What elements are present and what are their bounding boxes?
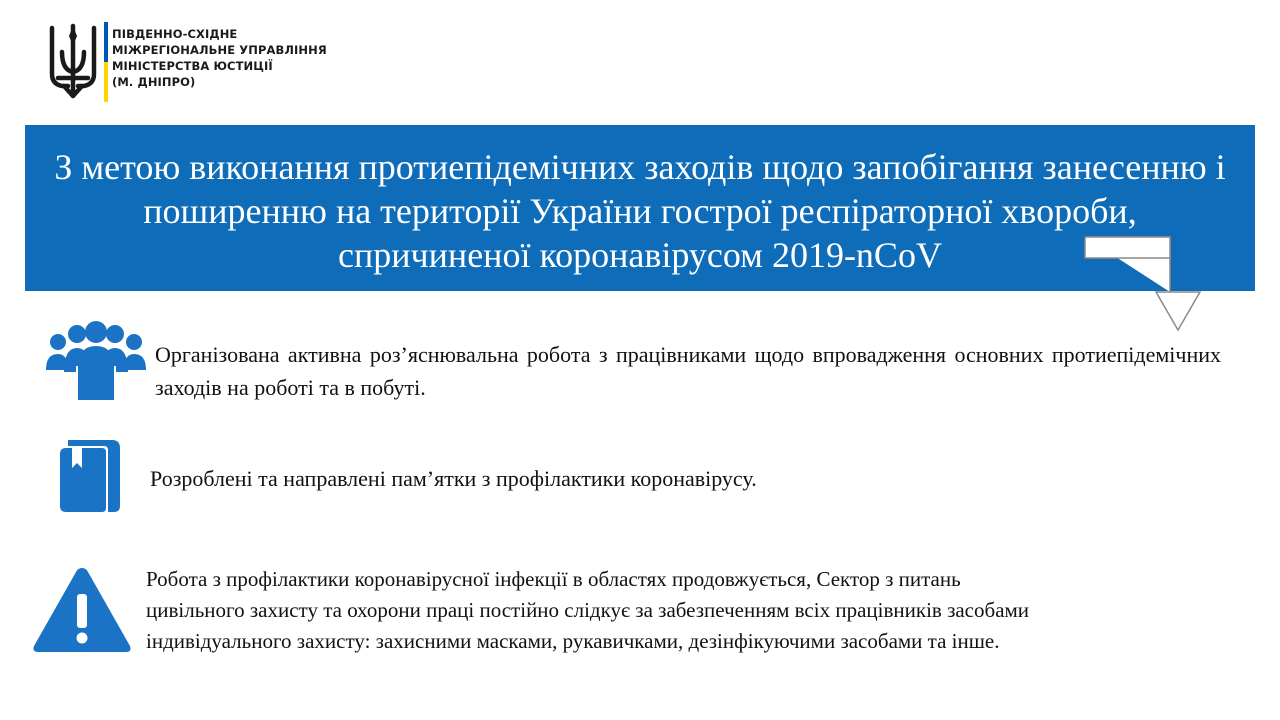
banner-title: З метою виконання протиепідемічних заходів щодо запобігання занесенню і поширенню на території України гострої респіраторної хвороби, спричиненої коронавірусом 2019-nCoV <box>54 147 1226 275</box>
item-text-explanatory-work: Організована активна роз’яснювальна робота з працівниками щодо впровадження основних протиепідемічних заходів на роботі та в побуті. <box>155 342 1221 400</box>
title-banner <box>25 125 1255 291</box>
warning-icon <box>32 566 132 654</box>
people-group-icon <box>44 320 148 400</box>
organization-name-line: ПІВДЕННО-СХІДНЕ <box>112 27 238 41</box>
item-text-line: Робота з профілактики коронавірусної інфекції в областях продовжується, Сектор з питань <box>146 567 961 591</box>
organization-name <box>112 26 327 90</box>
book-icon <box>58 436 122 512</box>
item-text-memos: Розроблені та направлені пам’ятки з профілактики коронавірусу. <box>150 466 757 491</box>
item-text-prevention-work <box>146 564 1276 657</box>
organization-name-line: МІЖРЕГІОНАЛЬНЕ УПРАВЛІННЯ <box>112 43 327 57</box>
organization-name-line: (М. ДНІПРО) <box>112 75 196 89</box>
item-text-line: індивідуального захисту: захисними масками, рукавичками, дезінфікуючими засобами та інше. <box>146 629 1000 653</box>
organization-logo <box>46 20 386 106</box>
item-text-line: цивільного захисту та охорони праці постійно слідкує за забезпеченням всіх працівників засобами <box>146 598 1030 622</box>
ukraine-flag-bar <box>104 22 108 102</box>
trident-emblem-icon <box>46 22 100 102</box>
down-arrow-icon <box>1084 236 1204 332</box>
organization-name-line: МІНІСТЕРСТВА ЮСТИЦІЇ <box>112 59 273 73</box>
